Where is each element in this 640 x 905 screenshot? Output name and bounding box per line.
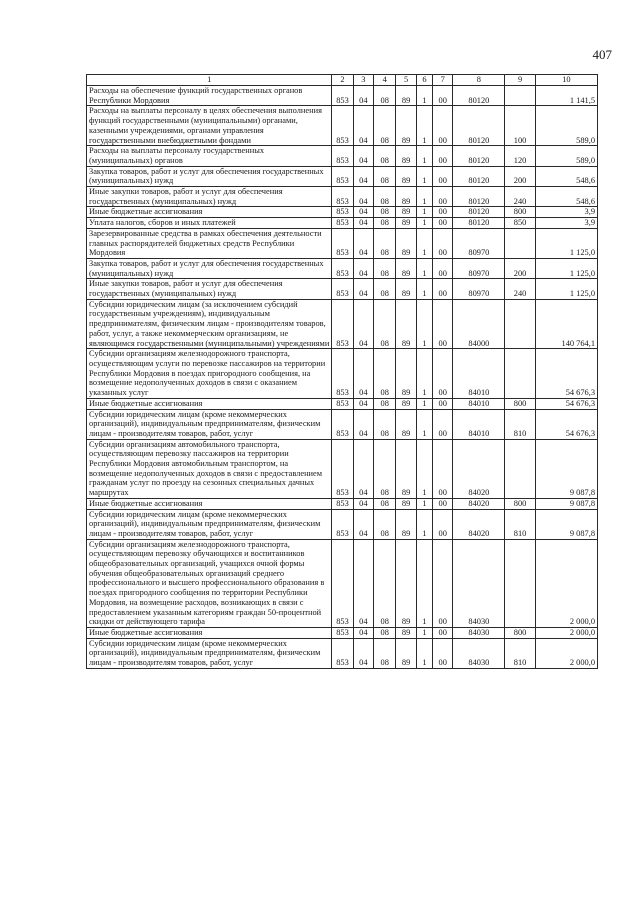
code-direction: 84020	[453, 498, 505, 509]
code-subsection: 08	[374, 279, 396, 299]
code-subsection: 08	[374, 106, 396, 146]
code-ministry: 853	[332, 349, 353, 399]
code-direction: 84000	[453, 299, 505, 349]
code-section: 04	[353, 627, 373, 638]
code-section: 04	[353, 498, 373, 509]
code-subsection: 08	[374, 207, 396, 218]
table-row	[87, 439, 598, 498]
row-description: Иные закупки товаров, работ и услуг для обеспечения государственных (муниципальных) нужд	[87, 187, 332, 207]
header-cell: 7	[433, 75, 453, 86]
header-cell: 6	[416, 75, 432, 86]
row-description: Расходы на выплаты персоналу государственных (муниципальных) органов	[87, 146, 332, 166]
code-program: 89	[396, 166, 416, 186]
table-row	[87, 509, 598, 539]
code-subprogram: 1	[416, 539, 432, 627]
code-direction: 84010	[453, 398, 505, 409]
code-expense-type: 810	[505, 638, 536, 668]
code-direction: 84030	[453, 638, 505, 668]
row-amount: 1 125,0	[535, 228, 597, 258]
code-program: 89	[396, 539, 416, 627]
code-subsection: 08	[374, 258, 396, 278]
code-main-event: 00	[433, 439, 453, 498]
code-section: 04	[353, 539, 373, 627]
code-subsection: 08	[374, 187, 396, 207]
code-expense-type: 800	[505, 207, 536, 218]
code-section: 04	[353, 638, 373, 668]
code-expense-type	[505, 349, 536, 399]
row-amount: 548,6	[535, 187, 597, 207]
code-expense-type	[505, 539, 536, 627]
table-body	[87, 86, 598, 669]
code-main-event: 00	[433, 398, 453, 409]
code-ministry: 853	[332, 409, 353, 439]
row-description: Зарезервированные средства в рамках обеспечения деятельности главных распорядителей бюджетных средств Республики Мордовия	[87, 228, 332, 258]
code-ministry: 853	[332, 638, 353, 668]
code-ministry: 853	[332, 439, 353, 498]
code-program: 89	[396, 218, 416, 229]
code-program: 89	[396, 228, 416, 258]
code-ministry: 853	[332, 207, 353, 218]
code-direction: 84030	[453, 627, 505, 638]
code-main-event: 00	[433, 279, 453, 299]
code-program: 89	[396, 146, 416, 166]
code-main-event: 00	[433, 638, 453, 668]
code-main-event: 00	[433, 258, 453, 278]
code-subprogram: 1	[416, 106, 432, 146]
code-direction: 80120	[453, 146, 505, 166]
code-main-event: 00	[433, 207, 453, 218]
code-program: 89	[396, 187, 416, 207]
code-subsection: 08	[374, 146, 396, 166]
row-description: Закупка товаров, работ и услуг для обеспечения государственных (муниципальных) нужд	[87, 258, 332, 278]
row-description: Субсидии организациям автомобильного транспорта, осуществляющим перевозку пассажиров на территории Республики Мордовия автомобильным транспортом, на возмещение недополученных доходов в связи с предоставлением гражданам услуг по проезду на сезонных специальных дачных маршрутах	[87, 439, 332, 498]
code-subprogram: 1	[416, 86, 432, 106]
row-description: Иные бюджетные ассигнования	[87, 627, 332, 638]
code-direction: 80120	[453, 207, 505, 218]
code-subprogram: 1	[416, 627, 432, 638]
code-main-event: 00	[433, 509, 453, 539]
row-description: Иные закупки товаров, работ и услуг для обеспечения государственных (муниципальных) нужд	[87, 279, 332, 299]
code-subsection: 08	[374, 86, 396, 106]
code-expense-type: 850	[505, 218, 536, 229]
header-row	[87, 75, 598, 86]
row-description: Расходы на обеспечение функций государственных органов Республики Мордовия	[87, 86, 332, 106]
budget-table	[86, 74, 598, 669]
row-amount: 1 125,0	[535, 279, 597, 299]
code-direction: 80120	[453, 106, 505, 146]
table-row	[87, 498, 598, 509]
header-cell: 3	[353, 75, 373, 86]
code-program: 89	[396, 106, 416, 146]
row-description: Субсидии юридическим лицам (кроме некоммерческих организаций), индивидуальным предпринимателям, физическим лицам - производителям товаров, работ, услуг	[87, 509, 332, 539]
code-main-event: 00	[433, 349, 453, 399]
code-main-event: 00	[433, 299, 453, 349]
table-row	[87, 218, 598, 229]
code-section: 04	[353, 279, 373, 299]
table-row	[87, 627, 598, 638]
code-section: 04	[353, 258, 373, 278]
code-program: 89	[396, 409, 416, 439]
table-row	[87, 166, 598, 186]
code-main-event: 00	[433, 187, 453, 207]
code-direction: 80120	[453, 218, 505, 229]
code-section: 04	[353, 218, 373, 229]
row-amount: 54 676,3	[535, 398, 597, 409]
code-subsection: 08	[374, 627, 396, 638]
row-description: Закупка товаров, работ и услуг для обеспечения государственных (муниципальных) нужд	[87, 166, 332, 186]
code-direction: 80120	[453, 166, 505, 186]
table-row	[87, 279, 598, 299]
row-description: Расходы на выплаты персоналу в целях обеспечения выполнения функций государственными (муниципальными) органами, казенными учреждениями, органами управления государственными внебюджетными фондами	[87, 106, 332, 146]
code-subsection: 08	[374, 509, 396, 539]
code-program: 89	[396, 207, 416, 218]
table-row	[87, 349, 598, 399]
code-direction: 84010	[453, 409, 505, 439]
code-direction: 84010	[453, 349, 505, 399]
code-subsection: 08	[374, 349, 396, 399]
code-subsection: 08	[374, 166, 396, 186]
code-subsection: 08	[374, 498, 396, 509]
code-subprogram: 1	[416, 218, 432, 229]
code-expense-type	[505, 228, 536, 258]
row-amount: 548,6	[535, 166, 597, 186]
code-subsection: 08	[374, 218, 396, 229]
code-section: 04	[353, 228, 373, 258]
code-ministry: 853	[332, 228, 353, 258]
code-ministry: 853	[332, 398, 353, 409]
code-main-event: 00	[433, 146, 453, 166]
code-subsection: 08	[374, 539, 396, 627]
row-description: Уплата налогов, сборов и иных платежей	[87, 218, 332, 229]
code-section: 04	[353, 439, 373, 498]
table-row	[87, 398, 598, 409]
page-number: 407	[592, 47, 612, 62]
code-section: 04	[353, 146, 373, 166]
table-row	[87, 299, 598, 349]
table-row	[87, 207, 598, 218]
code-section: 04	[353, 187, 373, 207]
code-expense-type	[505, 86, 536, 106]
row-description: Субсидии организациям железнодорожного транспорта, осуществляющим услуги по перевозке пассажиров на территории Республики Мордовия в поездах пригородного сообщения, на возмещение недополученных доходов в связи с оказанием указанных услуг	[87, 349, 332, 399]
code-main-event: 00	[433, 627, 453, 638]
code-program: 89	[396, 498, 416, 509]
code-direction: 84020	[453, 439, 505, 498]
code-ministry: 853	[332, 539, 353, 627]
code-program: 89	[396, 627, 416, 638]
code-subsection: 08	[374, 299, 396, 349]
header-cell: 5	[396, 75, 416, 86]
code-program: 89	[396, 509, 416, 539]
code-direction: 80970	[453, 228, 505, 258]
row-amount: 140 764,1	[535, 299, 597, 349]
code-direction: 80120	[453, 86, 505, 106]
row-description: Субсидии юридическим лицам (за исключением субсидий государственным учреждениям), индивидуальным предпринимателям, физическим лицам - производителям товаров, работ, услуг, а также некоммерческим организациям, не являющимся государственными (муниципальными) учреждениями	[87, 299, 332, 349]
row-amount: 2 000,0	[535, 539, 597, 627]
row-description: Иные бюджетные ассигнования	[87, 207, 332, 218]
header-cell: 9	[505, 75, 536, 86]
code-expense-type: 200	[505, 166, 536, 186]
code-program: 89	[396, 638, 416, 668]
code-subprogram: 1	[416, 409, 432, 439]
code-section: 04	[353, 398, 373, 409]
code-expense-type	[505, 439, 536, 498]
row-amount: 589,0	[535, 106, 597, 146]
code-section: 04	[353, 509, 373, 539]
code-subprogram: 1	[416, 509, 432, 539]
code-subprogram: 1	[416, 349, 432, 399]
code-expense-type	[505, 299, 536, 349]
code-subprogram: 1	[416, 439, 432, 498]
code-subsection: 08	[374, 439, 396, 498]
code-subsection: 08	[374, 409, 396, 439]
row-description: Субсидии организациям железнодорожного транспорта, осуществляющим перевозку обучающихся и воспитанников общеобразовательных организаций, учащихся очной формы обучения общеобразовательных организаций среднего профессионального и высшего профессионального образования в поездах пригородного сообщения по территории Республики Мордовия, на возмещение расходов, возникающих в связи с предоставлением указанным категориям граждан 50-процентной скидки от действующего тарифа	[87, 539, 332, 627]
row-amount: 54 676,3	[535, 409, 597, 439]
table-row	[87, 146, 598, 166]
code-expense-type: 800	[505, 498, 536, 509]
code-section: 04	[353, 299, 373, 349]
row-description: Субсидии юридическим лицам (кроме некоммерческих организаций), индивидуальным предпринимателям, физическим лицам - производителям товаров, работ, услуг	[87, 409, 332, 439]
row-amount: 54 676,3	[535, 349, 597, 399]
code-subprogram: 1	[416, 187, 432, 207]
code-ministry: 853	[332, 146, 353, 166]
code-direction: 84020	[453, 509, 505, 539]
code-main-event: 00	[433, 218, 453, 229]
row-amount: 1 125,0	[535, 258, 597, 278]
code-direction: 80970	[453, 258, 505, 278]
header-cell: 4	[374, 75, 396, 86]
row-amount: 589,0	[535, 146, 597, 166]
code-ministry: 853	[332, 218, 353, 229]
code-subprogram: 1	[416, 228, 432, 258]
row-amount: 1 141,5	[535, 86, 597, 106]
code-program: 89	[396, 86, 416, 106]
code-subprogram: 1	[416, 279, 432, 299]
code-direction: 80970	[453, 279, 505, 299]
code-expense-type: 240	[505, 187, 536, 207]
row-amount: 2 000,0	[535, 627, 597, 638]
code-section: 04	[353, 409, 373, 439]
code-subsection: 08	[374, 398, 396, 409]
row-amount: 3,9	[535, 207, 597, 218]
row-amount: 9 087,8	[535, 498, 597, 509]
code-ministry: 853	[332, 258, 353, 278]
code-ministry: 853	[332, 279, 353, 299]
table-row	[87, 86, 598, 106]
code-ministry: 853	[332, 166, 353, 186]
code-program: 89	[396, 258, 416, 278]
code-ministry: 853	[332, 86, 353, 106]
code-subsection: 08	[374, 638, 396, 668]
table-row	[87, 539, 598, 627]
table-row	[87, 409, 598, 439]
code-section: 04	[353, 166, 373, 186]
code-subprogram: 1	[416, 638, 432, 668]
code-section: 04	[353, 106, 373, 146]
code-section: 04	[353, 86, 373, 106]
row-description: Субсидии юридическим лицам (кроме некоммерческих организаций), индивидуальным предпринимателям, физическим лицам - производителям товаров, работ, услуг	[87, 638, 332, 668]
code-ministry: 853	[332, 187, 353, 207]
code-subprogram: 1	[416, 299, 432, 349]
row-description: Иные бюджетные ассигнования	[87, 398, 332, 409]
row-amount: 2 000,0	[535, 638, 597, 668]
code-program: 89	[396, 398, 416, 409]
code-expense-type: 810	[505, 409, 536, 439]
code-ministry: 853	[332, 627, 353, 638]
code-direction: 84030	[453, 539, 505, 627]
code-main-event: 00	[433, 409, 453, 439]
code-main-event: 00	[433, 166, 453, 186]
header-cell: 10	[535, 75, 597, 86]
code-subsection: 08	[374, 228, 396, 258]
code-section: 04	[353, 349, 373, 399]
code-ministry: 853	[332, 498, 353, 509]
code-main-event: 00	[433, 86, 453, 106]
code-expense-type: 120	[505, 146, 536, 166]
code-subprogram: 1	[416, 498, 432, 509]
code-main-event: 00	[433, 228, 453, 258]
table-row	[87, 638, 598, 668]
code-program: 89	[396, 279, 416, 299]
code-expense-type: 810	[505, 509, 536, 539]
code-subprogram: 1	[416, 398, 432, 409]
code-subprogram: 1	[416, 258, 432, 278]
code-section: 04	[353, 207, 373, 218]
code-main-event: 00	[433, 539, 453, 627]
code-expense-type: 100	[505, 106, 536, 146]
code-main-event: 00	[433, 106, 453, 146]
code-subprogram: 1	[416, 146, 432, 166]
table-row	[87, 228, 598, 258]
code-expense-type: 200	[505, 258, 536, 278]
row-amount: 9 087,8	[535, 439, 597, 498]
table-row	[87, 106, 598, 146]
code-ministry: 853	[332, 299, 353, 349]
table-row	[87, 258, 598, 278]
code-program: 89	[396, 349, 416, 399]
code-main-event: 00	[433, 498, 453, 509]
code-ministry: 853	[332, 509, 353, 539]
code-program: 89	[396, 299, 416, 349]
header-cell: 2	[332, 75, 353, 86]
header-cell: 1	[87, 75, 332, 86]
code-direction: 80120	[453, 187, 505, 207]
code-subprogram: 1	[416, 207, 432, 218]
row-description: Иные бюджетные ассигнования	[87, 498, 332, 509]
code-expense-type: 240	[505, 279, 536, 299]
table-row	[87, 187, 598, 207]
row-amount: 3,9	[535, 218, 597, 229]
code-ministry: 853	[332, 106, 353, 146]
row-amount: 9 087,8	[535, 509, 597, 539]
header-cell: 8	[453, 75, 505, 86]
code-expense-type: 800	[505, 398, 536, 409]
code-subprogram: 1	[416, 166, 432, 186]
code-expense-type: 800	[505, 627, 536, 638]
code-program: 89	[396, 439, 416, 498]
